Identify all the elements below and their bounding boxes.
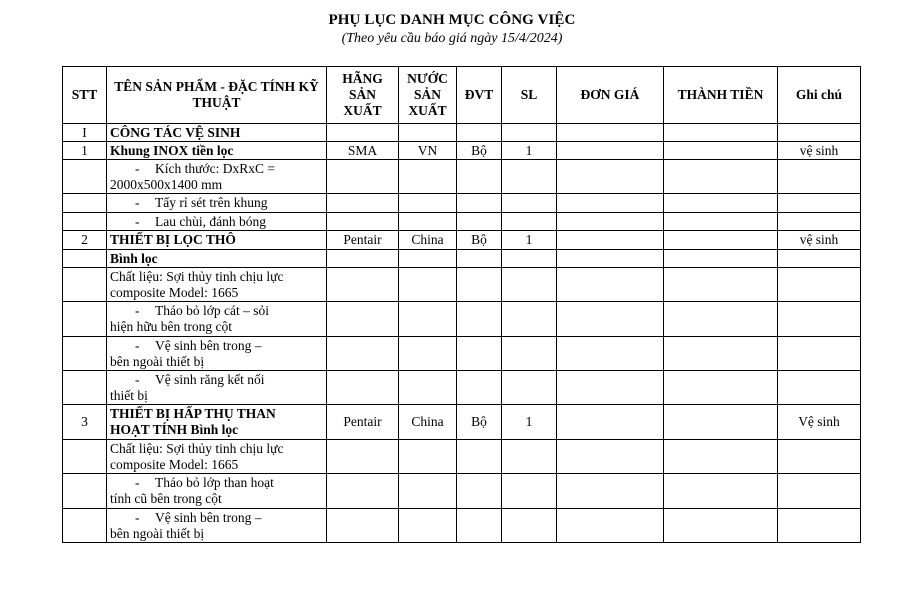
cell-stt: 1	[63, 142, 107, 160]
table-row	[63, 268, 861, 302]
header-hang: HÃNG SẢN XUẤT	[327, 67, 399, 124]
cell-ten: - Lau chùi, đánh bóng	[107, 213, 327, 231]
cell-sl: 1	[502, 231, 557, 250]
table-row	[63, 160, 861, 194]
bullet-dash: -	[135, 475, 140, 490]
cell-ten: Chất liệu: Sợi thủy tinh chịu lực composite Model: 1665	[107, 440, 327, 474]
cell-ten: - Vệ sinh bên trong – bên ngoài thiết bị	[107, 337, 327, 371]
page-subtitle: (Theo yêu cầu báo giá ngày 15/4/2024)	[341, 31, 563, 46]
table-row	[63, 142, 861, 160]
cell-ten: CÔNG TÁC VỆ SINH	[107, 124, 327, 142]
bullet-dash: -	[135, 213, 140, 229]
cell-ten: Bình lọc	[107, 250, 327, 268]
header-dvt: ĐVT	[457, 67, 502, 124]
table-row	[63, 474, 861, 509]
work-items-table	[62, 66, 861, 543]
table-row	[63, 231, 861, 250]
header-sl: SL	[502, 67, 557, 124]
table-row	[63, 509, 861, 543]
cell-ghichu: vệ sinh	[778, 231, 861, 250]
cell-hang: Pentair	[327, 405, 399, 440]
page-title: PHỤ LỤC DANH MỤC CÔNG VIỆC	[328, 12, 576, 28]
cell-ten: - Tháo bỏ lớp than hoạt tính cũ bên trong cột	[107, 474, 327, 509]
header-dongia: ĐƠN GIÁ	[557, 67, 664, 124]
cell-hang: SMA	[327, 142, 399, 160]
cell-dvt: Bộ	[457, 405, 502, 440]
cell-ten: Chất liệu: Sợi thủy tinh chịu lực composite Model: 1665	[107, 268, 327, 302]
bullet-dash: -	[135, 509, 140, 525]
cell-sl: 1	[502, 405, 557, 440]
bullet-dash: -	[135, 337, 140, 353]
table-row	[63, 337, 861, 371]
cell-nuoc: VN	[399, 142, 457, 160]
cell-ten: - Tẩy rỉ sét trên khung	[107, 194, 327, 213]
cell-ten: THIẾT BỊ LỌC THÔ	[107, 231, 327, 250]
cell-sl: 1	[502, 142, 557, 160]
table-row	[63, 405, 861, 440]
cell-ten: THIẾT BỊ HẤP THỤ THAN HOẠT TÍNH Bình lọc	[107, 405, 327, 440]
bullet-dash: -	[135, 160, 140, 176]
header-stt: STT	[63, 67, 107, 124]
cell-stt: I	[63, 124, 107, 142]
cell-ghichu: Vệ sinh	[778, 405, 861, 440]
table-row	[63, 371, 861, 405]
table-row	[63, 250, 861, 268]
cell-nuoc: China	[399, 405, 457, 440]
cell-dvt: Bộ	[457, 142, 502, 160]
cell-hang: Pentair	[327, 231, 399, 250]
header-ghichu: Ghi chú	[778, 67, 861, 124]
bullet-dash: -	[135, 195, 140, 210]
bullet-dash: -	[135, 303, 140, 318]
cell-ten: - Tháo bỏ lớp cát – sỏi hiện hữu bên trong cột	[107, 302, 327, 337]
cell-ghichu: vệ sinh	[778, 142, 861, 160]
table-row	[63, 302, 861, 337]
header-thanhtien: THÀNH TIỀN	[664, 67, 778, 124]
table-header-row	[63, 67, 861, 124]
header-nuoc: NƯỚC SẢN XUẤT	[399, 67, 457, 124]
cell-ten: - Vệ sinh bên trong – bên ngoài thiết bị	[107, 509, 327, 543]
cell-ten: Khung INOX tiền lọc	[107, 142, 327, 160]
table-row	[63, 194, 861, 213]
cell-stt: 2	[63, 231, 107, 250]
header-ten: TÊN SẢN PHẨM - ĐẶC TÍNH KỸ THUẬT	[107, 67, 327, 124]
cell-ten: - Vệ sinh răng kết nối thiết bị	[107, 371, 327, 405]
table-row	[63, 124, 861, 142]
cell-stt: 3	[63, 405, 107, 440]
cell-dvt: Bộ	[457, 231, 502, 250]
cell-nuoc: China	[399, 231, 457, 250]
table-row	[63, 440, 861, 474]
cell-ten: - Kích thước: DxRxC = 2000x500x1400 mm	[107, 160, 327, 194]
bullet-dash: -	[135, 371, 140, 387]
table-row	[63, 213, 861, 231]
